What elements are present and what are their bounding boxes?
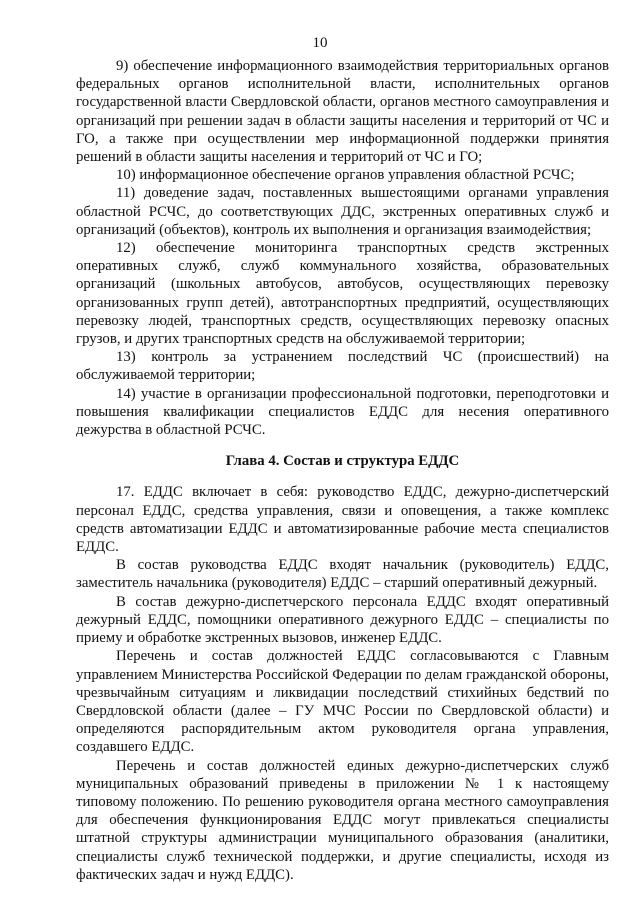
paragraph-17: 17. ЕДДС включает в себя: руководство ЕДДС, дежурно-диспетчерский персонал ЕДДС, средства управления, связи и оповещения, а также комплекс средств автоматизации ЕДДС и автоматизированные рабочие места специалистов ЕДДС. [76, 484, 609, 556]
paragraph-management: В состав руководства ЕДДС входят начальник (руководитель) ЕДДС, заместитель начальника (руководителя) ЕДДС – старший оперативный дежурный. [76, 557, 609, 592]
paragraph-dispatch-staff: В состав дежурно-диспетчерского персонала ЕДДС входят оперативный дежурный ЕДДС, помощники оперативного дежурного ЕДДС – специалисты по приему и обработке экстренных вызовов, инженер ЕДДС. [76, 593, 609, 647]
list-item-14: 14) участие в организации профессиональной подготовки, переподготовки и повышения квалификации специалистов ЕДДС для несения оперативного дежурства в областной РСЧС. [76, 385, 609, 439]
list-item-12: 12) обеспечение мониторинга транспортных средств экстренных оперативных служб, служб коммунального хозяйства, образовательных организаций (школьных автобусов, автобусов, осуществляющих перевозку организованных групп детей), автотранспортных предприятий, осуществляющих перевозку людей, транспортных средств, осуществляющих перевозку опасных грузов, и других транспортных средств на обслуживаемой территории; [76, 240, 609, 348]
list-item-13: 13) контроль за устранением последствий ЧС (происшествий) на обслуживаемой территории; [76, 349, 609, 384]
chapter-heading: Глава 4. Состав и структура ЕДДС [225, 453, 460, 470]
document-body [76, 57, 609, 884]
paragraph-municipal-positions: Перечень и состав должностей единых дежурно-диспетчерских служб муниципальных образований приведены в приложении № 1 к настоящему типовому положению. По решению руководителя органа местного самоуправления для обеспечения функционирования ЕДДС могут привлекаться специалисты штатной структуры администрации муниципального образования (аналитики, специалисты служб технической поддержки, и другие специалисты, исходя из фактических задач и нужд ЕДДС). [76, 757, 609, 883]
paragraph-positions-approval: Перечень и состав должностей ЕДДС согласовываются с Главным управлением Министерства Российской Федерации по делам гражданской обороны, чрезвычайным ситуациям и ликвидации последствий стихийных бедствий по Свердловской области (далее – ГУ МЧС России по Свердловской области) и определяются распорядительным актом руководителя органа управления, создавшего ЕДДС. [76, 648, 609, 756]
list-item-9: 9) обеспечение информационного взаимодействия территориальных органов федеральных органов исполнительной власти, исполнительных органов государственной власти Свердловской области, органов местного самоуправления и организаций при решении задач в области защиты населения и территорий от ЧС и ГО, а также при осуществлении мер информационной поддержки принятия решений в области защиты населения и территорий от ЧС и ГО; [76, 58, 609, 166]
list-item-11: 11) доведение задач, поставленных вышестоящими органами управления областной РСЧС, до соответствующих ДДС, экстренных оперативных служб и организаций (объектов), контроль их выполнения и организация взаимодействия; [76, 185, 609, 238]
page-number: 10 [312, 35, 328, 51]
list-item-10: 10) информационное обеспечение органов управления областной РСЧС; [116, 167, 575, 184]
